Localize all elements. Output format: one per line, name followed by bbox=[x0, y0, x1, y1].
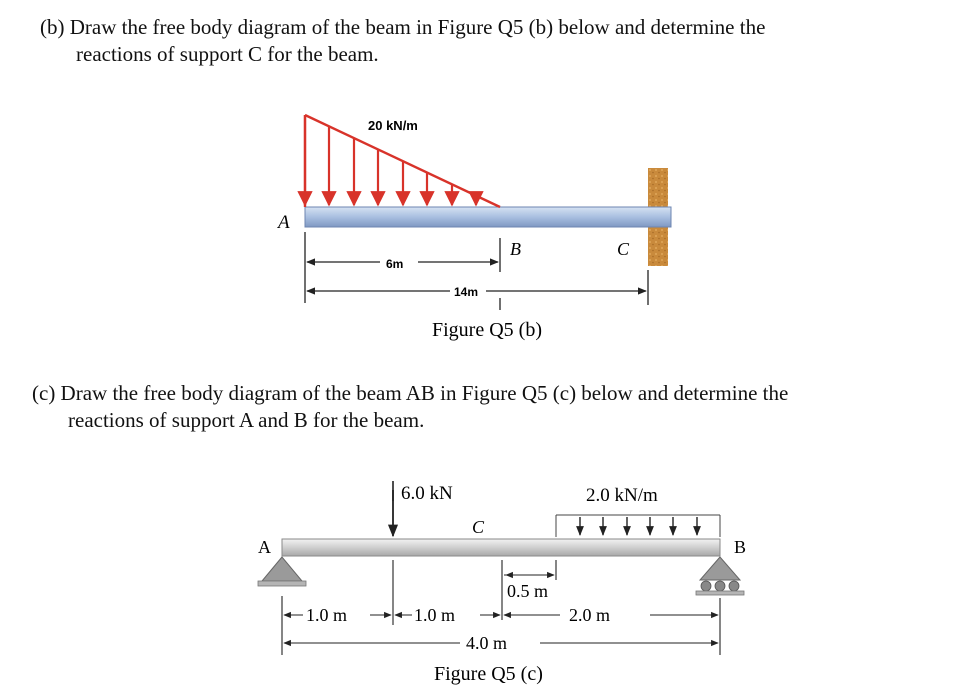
dim-6m-label: 6m bbox=[386, 257, 404, 271]
point-c-label-b: C bbox=[617, 239, 630, 259]
roller-support-b bbox=[696, 557, 744, 595]
dim-14m-label: 14m bbox=[454, 285, 479, 299]
point-a-label-c: A bbox=[258, 537, 271, 557]
dim-4m-label: 4.0 m bbox=[466, 633, 508, 653]
question-b-line1: (b) Draw the free body diagram of the beam in Figure Q5 (b) below and determine the bbox=[40, 15, 766, 39]
dim-2-label: 1.0 m bbox=[414, 605, 456, 625]
dim-05-label: 0.5 m bbox=[507, 581, 549, 601]
question-b-line2: reactions of support C for the beam. bbox=[76, 42, 379, 66]
figure-b bbox=[276, 115, 671, 341]
dim-1-label: 1.0 m bbox=[306, 605, 348, 625]
caption-c: Figure Q5 (c) bbox=[434, 663, 543, 685]
point-a-label-b: A bbox=[278, 212, 290, 233]
point-c-label-c: C bbox=[472, 517, 485, 537]
point-load-label: 6.0 kN bbox=[401, 483, 453, 504]
point-b-label-b: B bbox=[510, 239, 521, 259]
dist-load-label: 2.0 kN/m bbox=[586, 485, 658, 506]
beam-b bbox=[305, 207, 671, 227]
question-c-line1: (c) Draw the free body diagram of the beam AB in Figure Q5 (c) below and determine the bbox=[32, 381, 789, 405]
uniform-load bbox=[556, 515, 720, 537]
pin-support-a bbox=[258, 557, 306, 586]
load-label-b: 20 kN/m bbox=[368, 118, 418, 133]
dim-2m-label: 2.0 m bbox=[569, 605, 611, 625]
figure-c bbox=[258, 481, 746, 685]
caption-b: Figure Q5 (b) bbox=[432, 319, 542, 341]
question-c-line2: reactions of support A and B for the beam. bbox=[68, 408, 425, 432]
beam-c bbox=[282, 539, 720, 556]
point-b-label-c: B bbox=[734, 537, 747, 557]
